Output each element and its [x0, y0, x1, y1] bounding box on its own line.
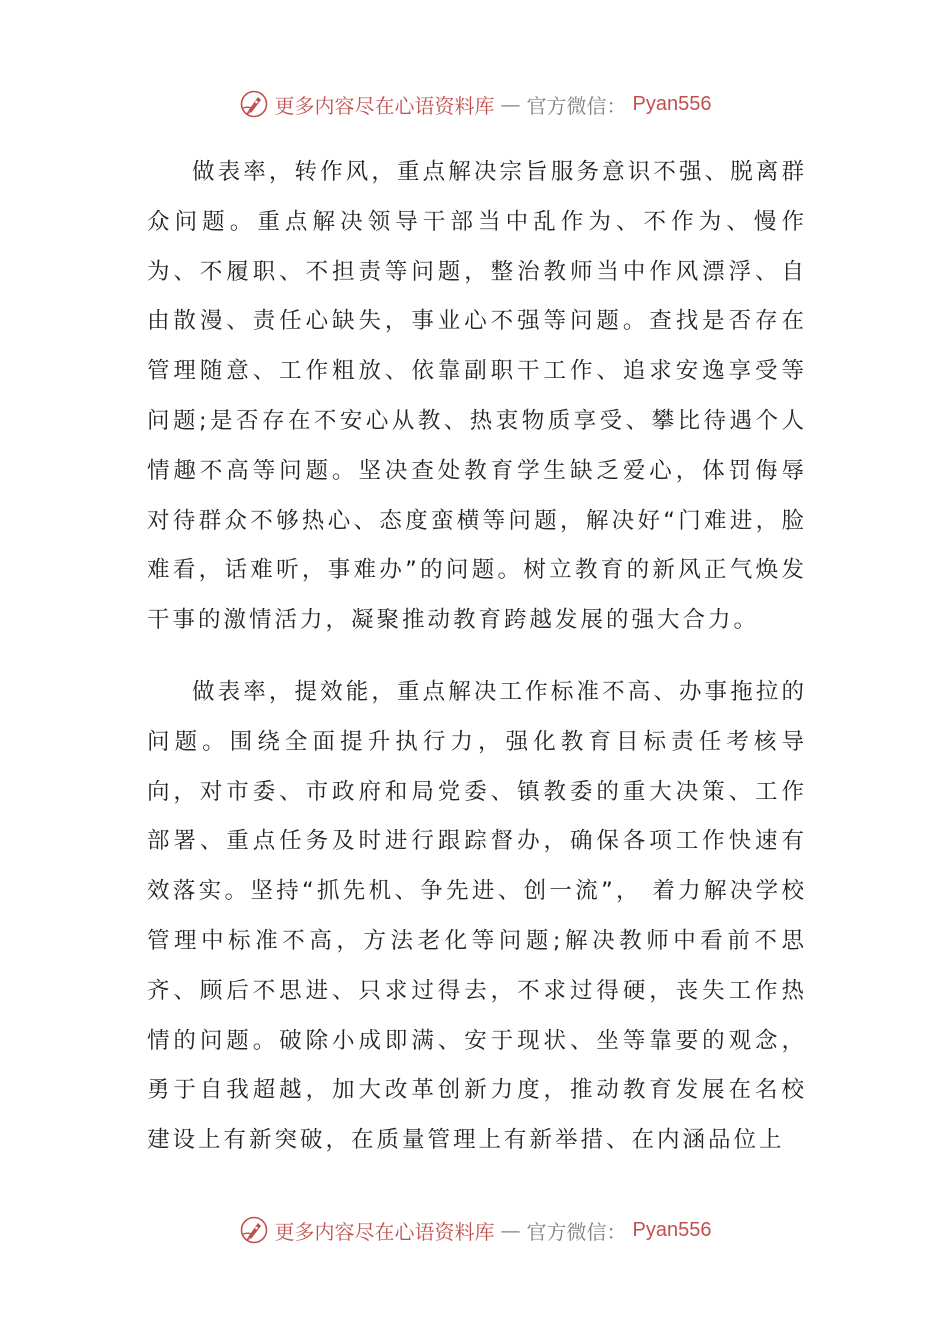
header-wechat-label: 官方微信：: [526, 93, 627, 118]
header-banner-content: [239, 89, 712, 119]
footer-banner: [0, 1210, 950, 1250]
paragraph-2: 做表率，提效能，重点解决工作标准不高、办事拖拉的问题。围绕全面提升执行力，强化教育目标责任考核导向，对市委、市政府和局党委、镇教委的重大决策、工作部署、重点任务及时进行跟踪督办，确保各项工作快速有效落实。坚持“抓先机、争先进、创一流”， 着力解决学校管理中标准不高，方法老化等问题;解决教师中看前不思齐、顾后不思进、只求过得去，不求过得硬，丧失工作热情的问题。破除小成即满、安于现状、坐等靠要的观念，勇于自我超越，加大改革创新力度，推动教育发展在名校建设上有新突破，在质量管理上有新举措、在内涵品位上: [147, 678, 807, 1154]
footer-wechat-label: 官方微信：: [526, 1219, 627, 1244]
pen-nib-icon: [239, 1215, 269, 1245]
header-separator: —: [500, 92, 521, 116]
footer-separator: —: [500, 1218, 521, 1242]
paragraph-1: 做表率，转作风，重点解决宗旨服务意识不强、脱离群众问题。重点解决领导干部当中乱作为、不作为、慢作为、不履职、不担责等问题，整治教师当中作风漂浮、自由散漫、责任心缺失，事业心不强等问题。查找是否存在管理随意、工作粗放、依靠副职干工作、追求安逸享受等问题;是否存在不安心从教、热衷物质享受、攀比待遇个人情趣不高等问题。坚决查处教育学生缺乏爱心，体罚侮辱对待群众不够热心、态度蛮横等问题，解决好“门难进，脸难看，话难听，事难办”的问题。树立教育的新风正气焕发干事的激情活力，凝聚推动教育跨越发展的强大合力。: [147, 159, 807, 634]
document-body: [147, 148, 807, 1166]
header-brand-text: 更多内容尽在心语资料库: [274, 93, 495, 118]
footer-brand-text: 更多内容尽在心语资料库: [274, 1219, 495, 1244]
pen-nib-icon: [239, 89, 269, 119]
footer-banner-content: [239, 1215, 712, 1245]
footer-wechat-id: Pyan556: [632, 1218, 712, 1241]
header-banner: [0, 84, 950, 124]
header-wechat-id: Pyan556: [632, 92, 712, 115]
